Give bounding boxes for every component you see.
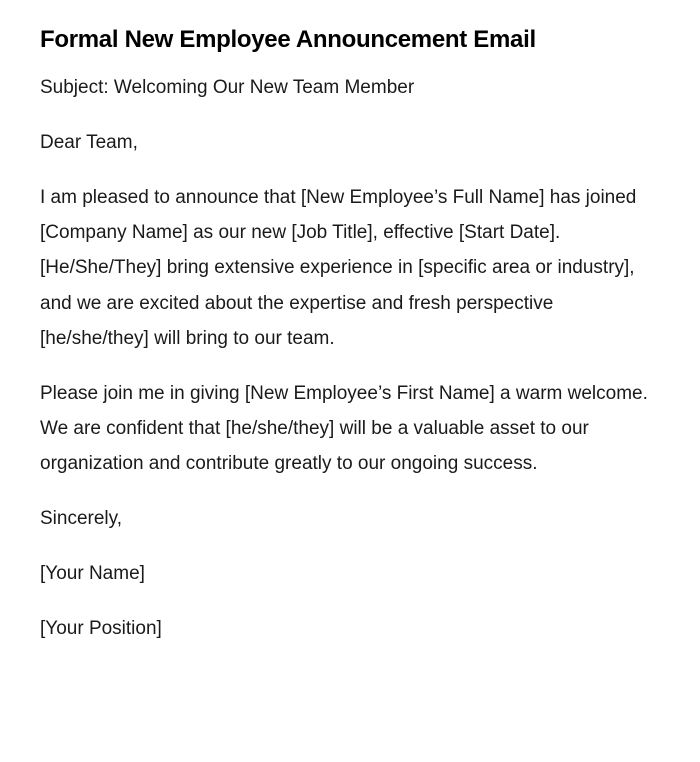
email-template-document xyxy=(40,22,650,666)
email-body-paragraph-announcement: I am pleased to announce that [New Employee’s Full Name] has joined [Company Name] as our new [Job Title], effective [Start Date]. [He/She/They] bring extensive experience in [specific area or industry], and we are excited about the expertise and fresh perspective [he/she/they] will bring to our team. xyxy=(40,187,637,349)
signature-name: [Your Name] xyxy=(40,563,145,585)
email-subject-line: Subject: Welcoming Our New Team Member xyxy=(40,77,415,98)
email-greeting: Dear Team, xyxy=(40,132,138,153)
email-closing: Sincerely, xyxy=(40,508,123,530)
document-title: Formal New Employee Announcement Email xyxy=(40,26,536,53)
email-body-paragraph-welcome: Please join me in giving [New Employee’s First Name] a warm welcome. We are confident that [he/she/they] will be a valuable asset to our organization and contribute greatly to our ongoing success. xyxy=(40,382,648,475)
signature-position: [Your Position] xyxy=(40,618,162,640)
